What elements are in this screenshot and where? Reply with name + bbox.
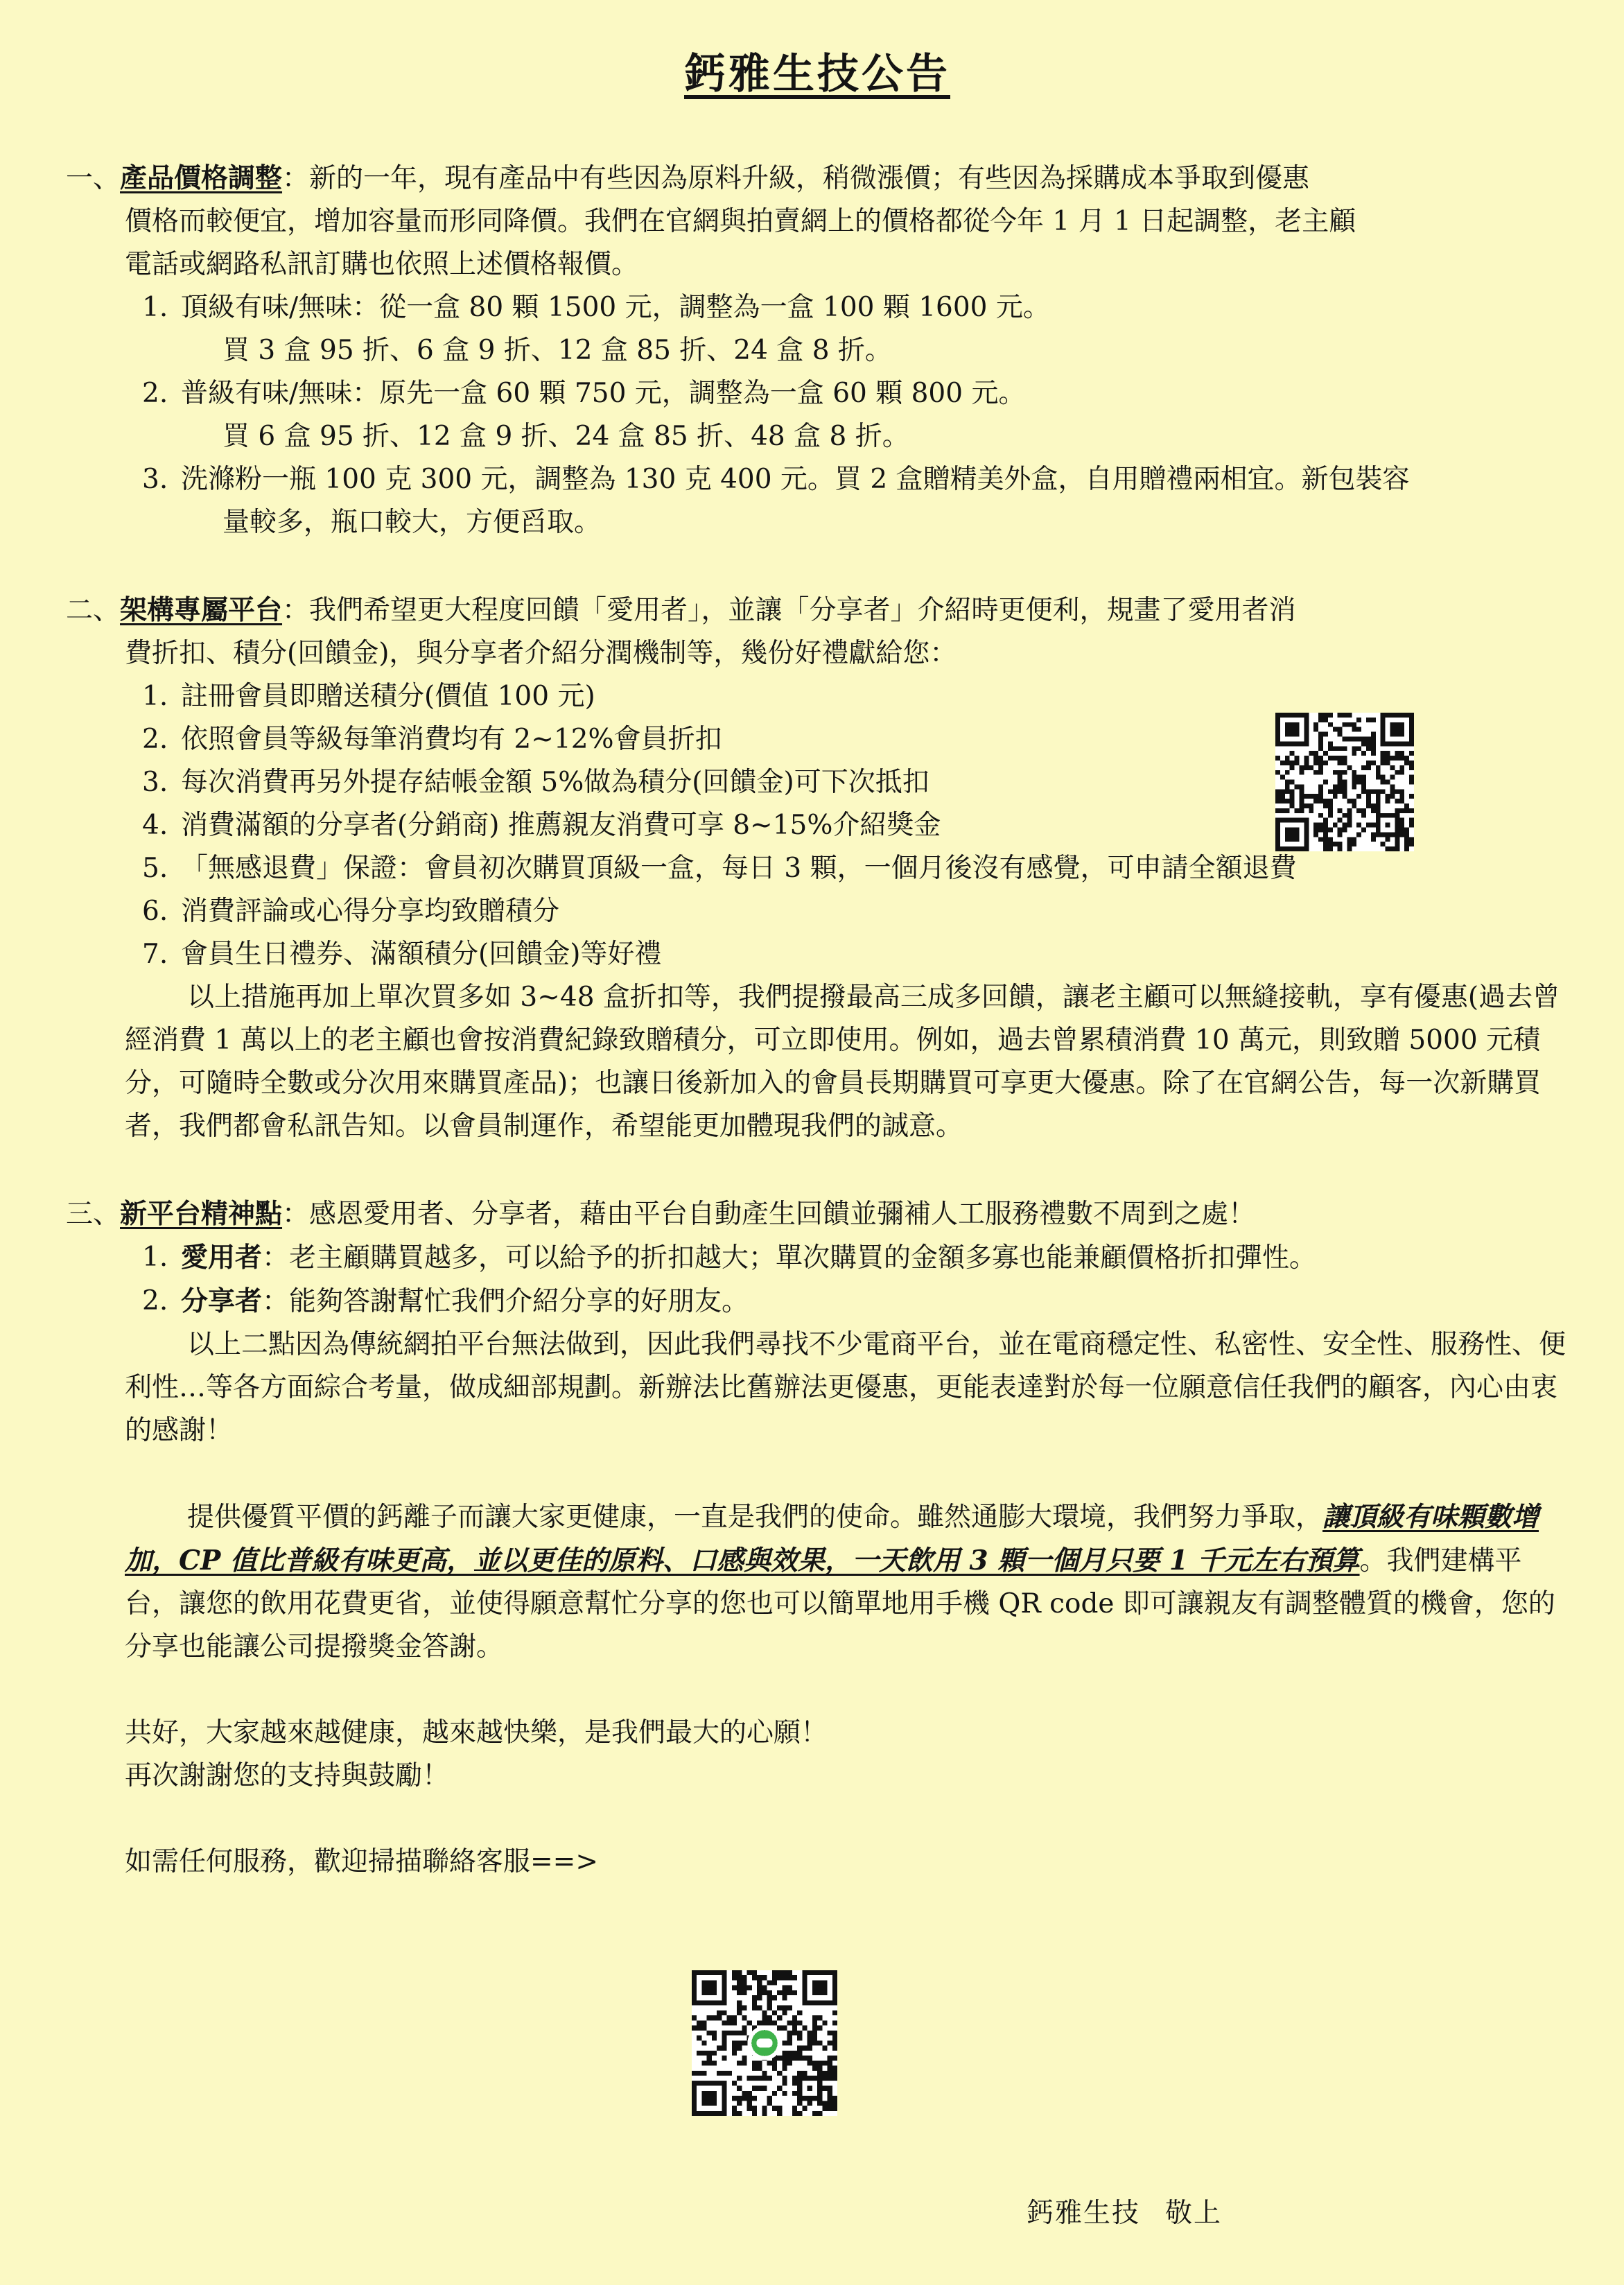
member-qr-code-icon[interactable] (1275, 713, 1414, 851)
list-item: 1. 愛用者：老主顧購買越多，可以給予的折扣越大；單次購買的金額多寡也能兼顧價格折扣彈性。 (142, 1242, 1317, 1274)
closing-line: 共好，大家越來越健康，越來越快樂，是我們最大的心願！ (125, 1717, 828, 1748)
list-item: 1. 頂級有味/無味：從一盒 80 顆 1500 元，調整為一盒 100 顆 1600 元。 買 3 盒 95 折、6 盒 9 折、12 盒 85 折、24 盒 8 折。 (142, 292, 1050, 366)
closing-block (66, 1712, 1569, 1798)
section-spirit (66, 1192, 1569, 1452)
line-service-qr-code-icon[interactable] (692, 1970, 837, 2116)
section-heading: 三、新平台精神點：感恩愛用者、分享者，藉由平台自動產生回饋並彌補人工服務禮數不周到之處！ (66, 1198, 1256, 1230)
mission-block (66, 1495, 1569, 1669)
price-list (66, 286, 1569, 544)
list-item: 2. 分享者：能夠答謝幫忙我們介紹分享的好朋友。 (142, 1285, 749, 1317)
company-name: 鈣雅生技 (1026, 2198, 1140, 2229)
regards-text: 敬上 (1164, 2198, 1222, 2229)
section-heading: 一、產品價格調整：新的一年，現有產品中有些因為原料升級，稍微漲價；有些因為採購成本爭取到優惠 (66, 162, 1310, 194)
list-item: 5. 「無感退費」保證：會員初次購買頂級一盒，每日 3 顆，一個月後沒有感覺，可申請全額退費 (142, 853, 1297, 884)
section-text: 費折扣、積分(回饋金)，與分享者介紹分潤機制等，幾份好禮獻給您： (125, 638, 957, 669)
list-item: 7. 會員生日禮券、滿額積分(回饋金)等好禮 (142, 939, 662, 970)
section-text: 電話或網路私訊訂購也依照上述價格報價。 (125, 249, 639, 280)
section-label: 架構專屬平台 (120, 594, 283, 626)
section-text: 價格而較便宜，增加容量而形同降價。我們在官網與拍賣網上的價格都從今年 1 月 1 日起調整，老主顧 (125, 206, 1356, 237)
section-paragraph: 以上措施再加上單次買多如 3~48 盒折扣等，我們提撥最高三成多回饋，讓老主顧可以無縫接軌，享有優惠(過去曾經消費 1 萬以上的老主顧也會按消費紀錄致贈積分，可立即使用。例如，過去曾累積消費 10 萬元，則致贈 5000 元積分，可隨時全數或分次用來購買產品)；也讓日後新加入的會員長期購買可享更大優惠。除了在官網公告，每一次新購買者，我們都會私訊告知。以會員制運作，希望能更加體現我們的誠意。 (125, 982, 1560, 1142)
mission-paragraph: 提供優質平價的鈣離子而讓大家更健康，一直是我們的使命。雖然通膨大環境，我們努力爭取，讓頂級有味顆數增加，CP 值比普級有味更高，並以更佳的原料、口感與效果，一天飲用 3 顆一個月只要 1 千元左右預算。我們建構平台，讓您的飲用花費更省，並使得願意幫忙分享的您也可以簡單地用手機 QR code 即可讓親友有調整體質的機會，您的分享也能讓公司提撥獎金答謝。 (125, 1501, 1555, 1662)
highlight-text: 讓頂級有味顆數增加，CP 值比普級有味更高，並以更佳的原料、口感與效果，一天飲用 3 顆一個月只要 1 千元左右預算 (125, 1501, 1539, 1576)
list-item: 3. 每次消費再另外提存結帳金額 5%做為積分(回饋金)可下次抵扣 (142, 767, 929, 798)
page-title: 鈣雅生技公告 (684, 50, 950, 98)
list-item: 2. 依照會員等級每筆消費均有 2~12%會員折扣 (142, 724, 722, 755)
spirit-list (66, 1236, 1569, 1323)
section-label: 新平台精神點 (120, 1198, 283, 1230)
closing-line: 再次謝謝您的支持與鼓勵！ (125, 1760, 450, 1791)
section-platform (66, 589, 1569, 1148)
section-paragraph: 以上二點因為傳統網拍平台無法做到，因此我們尋找不少電商平台，並在電商穩定性、私密性、安全性、服務性、便利性…等各方面綜合考量，做成細部規劃。新辦法比舊辦法更優惠，更能表達對於每一位願意信任我們的顧客，內心由衷的感謝！ (125, 1329, 1566, 1446)
signature (1027, 2192, 1222, 2235)
list-item: 1. 註冊會員即贈送積分(價值 100 元) (142, 681, 595, 712)
list-item: 3. 洗滌粉一瓶 100 克 300 元，調整為 130 克 400 元。買 2 盒贈精美外盒，自用贈禮兩相宜。新包裝容 量較多，瓶口較大，方便舀取。 (142, 464, 1410, 538)
section-label: 產品價格調整 (120, 162, 283, 194)
service-text: 如需任何服務，歡迎掃描聯絡客服==> (125, 1846, 599, 1877)
section-heading: 二、架構專屬平台：我們希望更大程度回饋「愛用者」，並讓「分享者」介紹時更便利，規畫了愛用者消 (66, 594, 1296, 626)
list-item: 6. 消費評論或心得分享均致贈積分 (142, 896, 560, 927)
list-item: 4. 消費滿額的分享者(分銷商) 推薦親友消費可享 8~15%介紹獎金 (142, 810, 941, 841)
list-item: 2. 普級有味/無味：原先一盒 60 顆 750 元，調整為一盒 60 顆 800 元。 買 6 盒 95 折、12 盒 9 折、24 盒 85 折、48 盒 8 折。 (142, 378, 1026, 452)
section-price-adjustment (66, 157, 1569, 544)
